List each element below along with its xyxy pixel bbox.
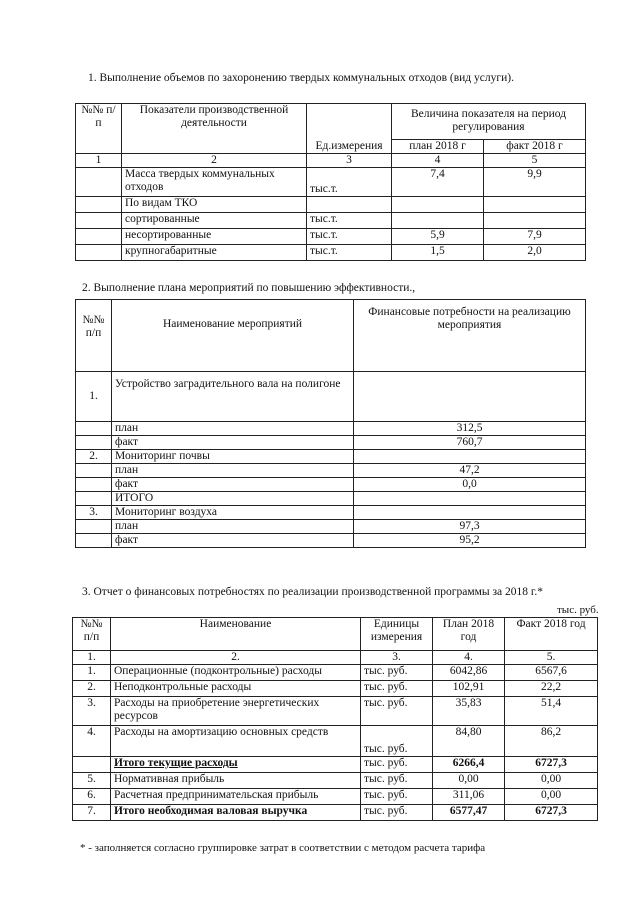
name-cell: Масса твердых коммунальных отходов [122,168,307,197]
col-header-plan: План 2018 год [433,618,505,651]
plan-cell: 102,91 [433,681,505,697]
num-cell [76,478,112,492]
value-cell: 95,2 [354,534,586,548]
index-cell: 5 [484,154,586,168]
table-row [73,773,598,789]
unit-note: тыс. руб. [557,604,599,616]
index-cell: 2 [122,154,307,168]
fact-cell: 7,9 [484,229,586,245]
name-cell: Расчетная предпринимательская прибыль [111,789,361,805]
num-cell: 1. [76,372,112,422]
num-cell: 2. [76,450,112,464]
num-cell: 2. [73,681,111,697]
num-cell [76,464,112,478]
table-row [76,534,586,548]
num-cell [73,757,111,773]
plan-cell: 311,06 [433,789,505,805]
table-row [76,464,586,478]
section-2-title: 2. Выполнение плана мероприятий по повышению эффективности., [82,282,416,294]
unit-cell: тыс.т. [307,213,392,229]
fact-cell: 0,00 [505,789,598,805]
index-cell: 2. [111,651,361,665]
fact-cell: 6727,3 [505,757,598,773]
name-cell: Мониторинг почвы [112,450,354,464]
col-header-financial-needs: Финансовые потребности на реализацию мероприятия [354,300,586,372]
label-cell: факт [112,478,354,492]
plan-cell [392,197,484,213]
index-cell: 5. [505,651,598,665]
index-cell: 3 [307,154,392,168]
table-row [76,478,586,492]
table-header-row [76,300,586,372]
index-cell: 1 [76,154,122,168]
fact-cell: 6727,3 [505,805,598,821]
col-header-measure: Наименование мероприятий [112,300,354,372]
unit-cell: тыс. руб. [361,805,433,821]
table-row [76,492,586,506]
col-header-unit: Ед.измерения [307,104,392,154]
table-row [73,726,598,757]
col-header-num: №№ п/п [76,300,112,372]
unit-cell: тыс.т. [307,229,392,245]
num-cell: 3. [76,506,112,520]
num-cell [76,436,112,450]
table-row [76,372,586,422]
plan-cell: 35,83 [433,697,505,726]
name-cell: Мониторинг воздуха [112,506,354,520]
unit-cell [307,197,392,213]
table-row [76,436,586,450]
section-1-title: 1. Выполнение объемов по захоронению твердых коммунальных отходов (вид услуги). [88,72,514,84]
table-row [76,197,586,213]
label-cell: план [112,464,354,478]
name-cell: Итого текущие расходы [111,757,361,773]
label-cell: ИТОГО [112,492,354,506]
fact-cell [484,197,586,213]
num-cell [76,520,112,534]
name-cell: несортированные [122,229,307,245]
col-header-num: №№ п/п [73,618,111,651]
table-row [76,213,586,229]
plan-cell: 1,5 [392,245,484,261]
unit-cell: тыс. руб. [361,773,433,789]
table-row [76,506,586,520]
name-cell: Нормативная прибыль [111,773,361,789]
name-cell: Операционные (подконтрольные) расходы [111,665,361,681]
col-header-name: Наименование [111,618,361,651]
num-cell: 7. [73,805,111,821]
table-row [76,422,586,436]
index-cell: 3. [361,651,433,665]
table-row [73,681,598,697]
num-cell [76,422,112,436]
label-cell: факт [112,534,354,548]
col-header-num: №№ п/п [76,104,122,154]
name-cell: Расходы на приобретение энергетических ресурсов [111,697,361,726]
name-cell: По видам ТКО [122,197,307,213]
unit-cell: тыс. руб. [361,665,433,681]
num-cell: 3. [73,697,111,726]
value-cell: 760,7 [354,436,586,450]
footnote: * - заполняется согласно группировке затрат в соответствии с методом расчета тарифа [80,842,486,854]
fact-cell: 6567,6 [505,665,598,681]
fact-cell: 2,0 [484,245,586,261]
fact-cell: 51,4 [505,697,598,726]
value-cell [354,506,586,520]
waste-volume-table [75,103,586,261]
unit-cell: тыс.т. [307,168,392,197]
table-row [76,229,586,245]
value-cell [354,372,586,422]
financial-report-table [72,617,598,821]
fact-cell: 22,2 [505,681,598,697]
table-row [76,245,586,261]
num-cell [76,168,122,197]
table-row-total [73,805,598,821]
label-cell: план [112,520,354,534]
col-header-value-group: Величина показателя на период регулирования [392,104,586,140]
name-cell: крупногабаритные [122,245,307,261]
table-index-row [76,154,586,168]
name-cell: сортированные [122,213,307,229]
plan-cell: 6266,4 [433,757,505,773]
value-cell [354,450,586,464]
label-cell: план [112,422,354,436]
num-cell: 6. [73,789,111,805]
value-cell [354,492,586,506]
unit-cell: тыс. руб. [361,697,433,726]
plan-cell: 0,00 [433,773,505,789]
col-header-fact: Факт 2018 год [505,618,598,651]
value-cell: 97,3 [354,520,586,534]
fact-cell: 9,9 [484,168,586,197]
name-cell: Расходы на амортизацию основных средств [111,726,361,757]
unit-cell: тыс. руб. [361,789,433,805]
table-header-row [76,104,586,140]
value-cell: 312,5 [354,422,586,436]
col-header-fact: факт 2018 г [484,140,586,154]
num-cell: 5. [73,773,111,789]
table-row [73,697,598,726]
plan-cell: 84,80 [433,726,505,757]
unit-cell: тыс.т. [307,245,392,261]
fact-cell: 0,00 [505,773,598,789]
num-cell [76,197,122,213]
num-cell [76,229,122,245]
num-cell [76,213,122,229]
num-cell [76,492,112,506]
table-index-row [73,651,598,665]
unit-cell: тыс. руб. [361,726,433,757]
name-cell: Итого необходимая валовая выручка [111,805,361,821]
value-cell: 47,2 [354,464,586,478]
fact-cell: 86,2 [505,726,598,757]
num-cell: 1. [73,665,111,681]
name-cell: Устройство заградительного вала на полигоне [112,372,354,422]
unit-cell: тыс. руб. [361,681,433,697]
table-row [73,665,598,681]
table-row [76,520,586,534]
table-row-total [73,757,598,773]
section-3-title: 3. Отчет о финансовых потребностях по реализации производственной программы за 2018 г.* [82,586,543,598]
index-cell: 4 [392,154,484,168]
index-cell: 1. [73,651,111,665]
col-header-plan: план 2018 г [392,140,484,154]
plan-cell [392,213,484,229]
plan-cell: 5,9 [392,229,484,245]
name-cell: Неподконтрольные расходы [111,681,361,697]
table-row [76,168,586,197]
table-row [76,450,586,464]
table-header-row [73,618,598,651]
value-cell: 0,0 [354,478,586,492]
fact-cell [484,213,586,229]
plan-cell: 6577,47 [433,805,505,821]
num-cell [76,245,122,261]
num-cell: 4. [73,726,111,757]
unit-cell: тыс. руб. [361,757,433,773]
plan-cell: 6042,86 [433,665,505,681]
col-header-unit: Единицы измерения [361,618,433,651]
table-row [73,789,598,805]
col-header-indicator: Показатели производственной деятельности [122,104,307,154]
num-cell [76,534,112,548]
plan-cell: 7,4 [392,168,484,197]
label-cell: факт [112,436,354,450]
index-cell: 4. [433,651,505,665]
efficiency-measures-table [75,299,586,548]
